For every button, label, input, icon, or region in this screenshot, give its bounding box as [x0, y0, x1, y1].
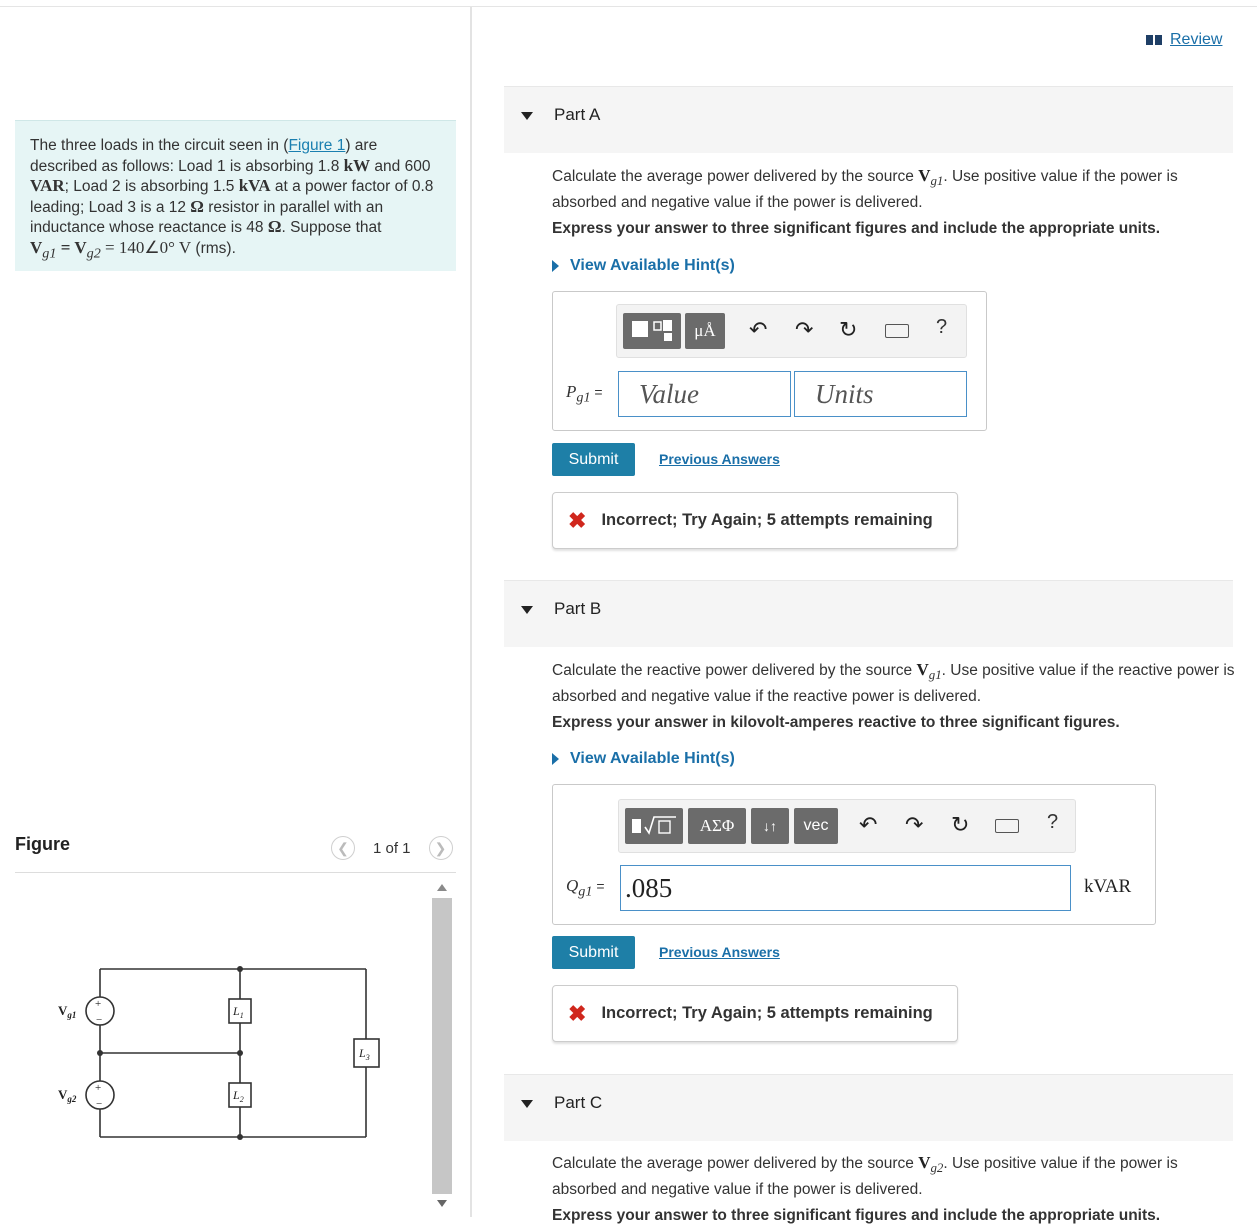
chevron-right-icon[interactable]: ❯ [429, 836, 453, 860]
keyboard-icon[interactable] [885, 324, 909, 338]
value-input[interactable]: Value [618, 371, 791, 417]
part-a-feedback [552, 492, 958, 549]
part-b-toolbar [618, 799, 1076, 853]
scroll-down-arrow-icon[interactable] [437, 1200, 447, 1207]
collapse-triangle-icon[interactable] [521, 606, 533, 614]
greek-symbols-button[interactable]: ΑΣΦ [688, 808, 746, 844]
problem-text: . Suppose that [281, 219, 382, 236]
problem-text: The three loads in the circuit seen in ( [30, 137, 289, 154]
part-b-title: Part B [554, 599, 602, 618]
junction-node [237, 1134, 243, 1140]
chevron-left-icon[interactable]: ❮ [331, 836, 355, 860]
label-vg2: $V_{g2}$ [58, 1087, 77, 1104]
part-c-instruction: Express your answer to three significant figures and include the appropriate units. [552, 1207, 1161, 1224]
problem-text: at a power factor of 0.8 leading; Load 3 is a 12 [30, 178, 434, 216]
part-a-question: Calculate the average power delivered by the source $V_{g1}$. Use positive value if the power is absorbed and negative value if the power is delivered. [552, 166, 1178, 212]
part-c-question: Calculate the average power delivered by the source $V_{g2}$. Use positive value if the power is absorbed and negative value if the power is delivered. [552, 1153, 1178, 1199]
eq-sub: g1 [42, 244, 57, 261]
minus-sign: − [96, 1098, 103, 1110]
part-b-header[interactable] [504, 580, 1233, 647]
undo-icon[interactable]: ↶ [749, 317, 768, 342]
answer-input[interactable]: .085 [620, 865, 1071, 911]
incorrect-x-icon: ✖ [568, 1000, 587, 1026]
part-b-question: Calculate the reactive power delivered by the source $V_{g1}$. Use positive value if the reactive power is absorbed and negative value if the reactive power is delivered. [552, 660, 1235, 706]
help-button[interactable]: ? [1047, 811, 1059, 833]
feedback-text: Incorrect; Try Again; 5 attempts remaining [601, 511, 933, 529]
review-link[interactable] [1146, 31, 1222, 49]
templates-button[interactable] [625, 808, 683, 844]
figure-counter: 1 of 1 [373, 839, 411, 857]
figure-scrollbar[interactable] [431, 880, 453, 1214]
review-label: Review [1170, 31, 1223, 48]
scrollbar-thumb[interactable] [432, 898, 452, 1194]
unit-ohm: Ω [267, 217, 282, 236]
reset-icon[interactable]: ↻ [951, 812, 970, 837]
undo-icon[interactable]: ↶ [859, 812, 878, 837]
unit-ohm: Ω [190, 196, 204, 216]
caret-right-icon [552, 260, 559, 272]
figure-pagination [331, 835, 453, 861]
redo-icon[interactable]: ↷ [795, 317, 814, 342]
caret-right-icon [552, 753, 559, 765]
part-b-hint-toggle[interactable] [552, 750, 735, 768]
vector-button[interactable]: vec [794, 808, 838, 844]
part-a-instruction: Express your answer to three significant figures and include the appropriate units. [552, 220, 1161, 237]
figure-link[interactable]: Figure 1 [288, 137, 346, 154]
keyboard-icon[interactable] [995, 819, 1019, 833]
junction-node [237, 1050, 243, 1056]
hint-label: View Available Hint(s) [570, 257, 735, 274]
collapse-triangle-icon[interactable] [521, 1100, 533, 1108]
book-icon [1146, 35, 1162, 45]
part-a-submit-button[interactable]: Submit [552, 443, 635, 476]
part-b-submit-button[interactable]: Submit [552, 936, 635, 969]
pane-divider[interactable] [470, 7, 472, 1217]
problem-text: (rms). [191, 239, 236, 257]
eq-symbol: = V [56, 237, 87, 257]
top-border [0, 6, 1257, 7]
scroll-up-arrow-icon[interactable] [437, 884, 447, 891]
part-a-hint-toggle[interactable] [552, 257, 735, 275]
arrows-button[interactable]: ↓↑ [751, 808, 789, 844]
part-b-previous-answers-link[interactable]: Previous Answers [659, 944, 780, 960]
unit-label: kVAR [1084, 876, 1132, 897]
problem-text: ) are described as follows: Load 1 is absorbing 1.8 [30, 137, 378, 175]
part-a-title: Part A [554, 105, 601, 124]
minus-sign: − [96, 1014, 103, 1026]
redo-icon[interactable]: ↷ [905, 812, 924, 837]
part-a-answer-box [552, 291, 987, 431]
unit-var: VAR [30, 176, 65, 195]
figure-divider [15, 872, 456, 873]
figure-title: Figure [15, 834, 71, 854]
reset-icon[interactable]: ↻ [839, 317, 858, 342]
label-vg1: $V_{g1}$ [58, 1003, 77, 1020]
problem-statement [15, 120, 456, 271]
part-a-header[interactable] [504, 86, 1233, 153]
circuit-diagram [50, 955, 390, 1155]
part-c-header[interactable] [504, 1074, 1233, 1141]
incorrect-x-icon: ✖ [568, 507, 587, 533]
feedback-text: Incorrect; Try Again; 5 attempts remaining [601, 1004, 933, 1022]
templates-sqrt-icon [630, 813, 678, 839]
label-l3: $L_3$ [359, 1046, 370, 1062]
voltage-equation [30, 237, 192, 261]
problem-text: ; Load 2 is absorbing 1.5 [64, 178, 239, 195]
plus-sign: + [95, 1082, 102, 1094]
part-b-variable: $Q_{g1}$ = [566, 876, 605, 900]
collapse-triangle-icon[interactable] [521, 112, 533, 120]
part-a-previous-answers-link[interactable]: Previous Answers [659, 451, 780, 467]
problem-text: resistor in parallel with an inductance whose reactance is 48 [30, 198, 384, 236]
unit-kva: kVA [238, 176, 271, 195]
eq-sub: g2 [86, 244, 101, 261]
part-a-toolbar [616, 304, 967, 358]
unit-kw: kW [343, 155, 371, 175]
problem-text: and 600 [370, 157, 431, 175]
units-input[interactable]: Units [794, 371, 967, 417]
hint-label: View Available Hint(s) [570, 750, 735, 767]
part-b-feedback [552, 985, 958, 1042]
units-button[interactable]: μÅ [685, 313, 725, 349]
part-b-instruction: Express your answer in kilovolt-amperes reactive to three significant figures. [552, 714, 1120, 731]
templates-icon [630, 319, 674, 343]
eq-value: = 140∠0° V [100, 237, 192, 257]
part-a-variable: $P_{g1}$ = [566, 382, 603, 406]
part-c-title: Part C [554, 1093, 603, 1112]
plus-sign: + [95, 998, 102, 1010]
eq-symbol: V [30, 237, 43, 257]
junction-node [97, 1050, 103, 1056]
junction-node [237, 966, 243, 972]
label-l2: $L_2$ [233, 1088, 244, 1104]
label-l1: $L_1$ [233, 1004, 244, 1020]
templates-button[interactable] [623, 313, 681, 349]
help-button[interactable]: ? [936, 316, 948, 338]
part-b-answer-box [552, 784, 1156, 925]
